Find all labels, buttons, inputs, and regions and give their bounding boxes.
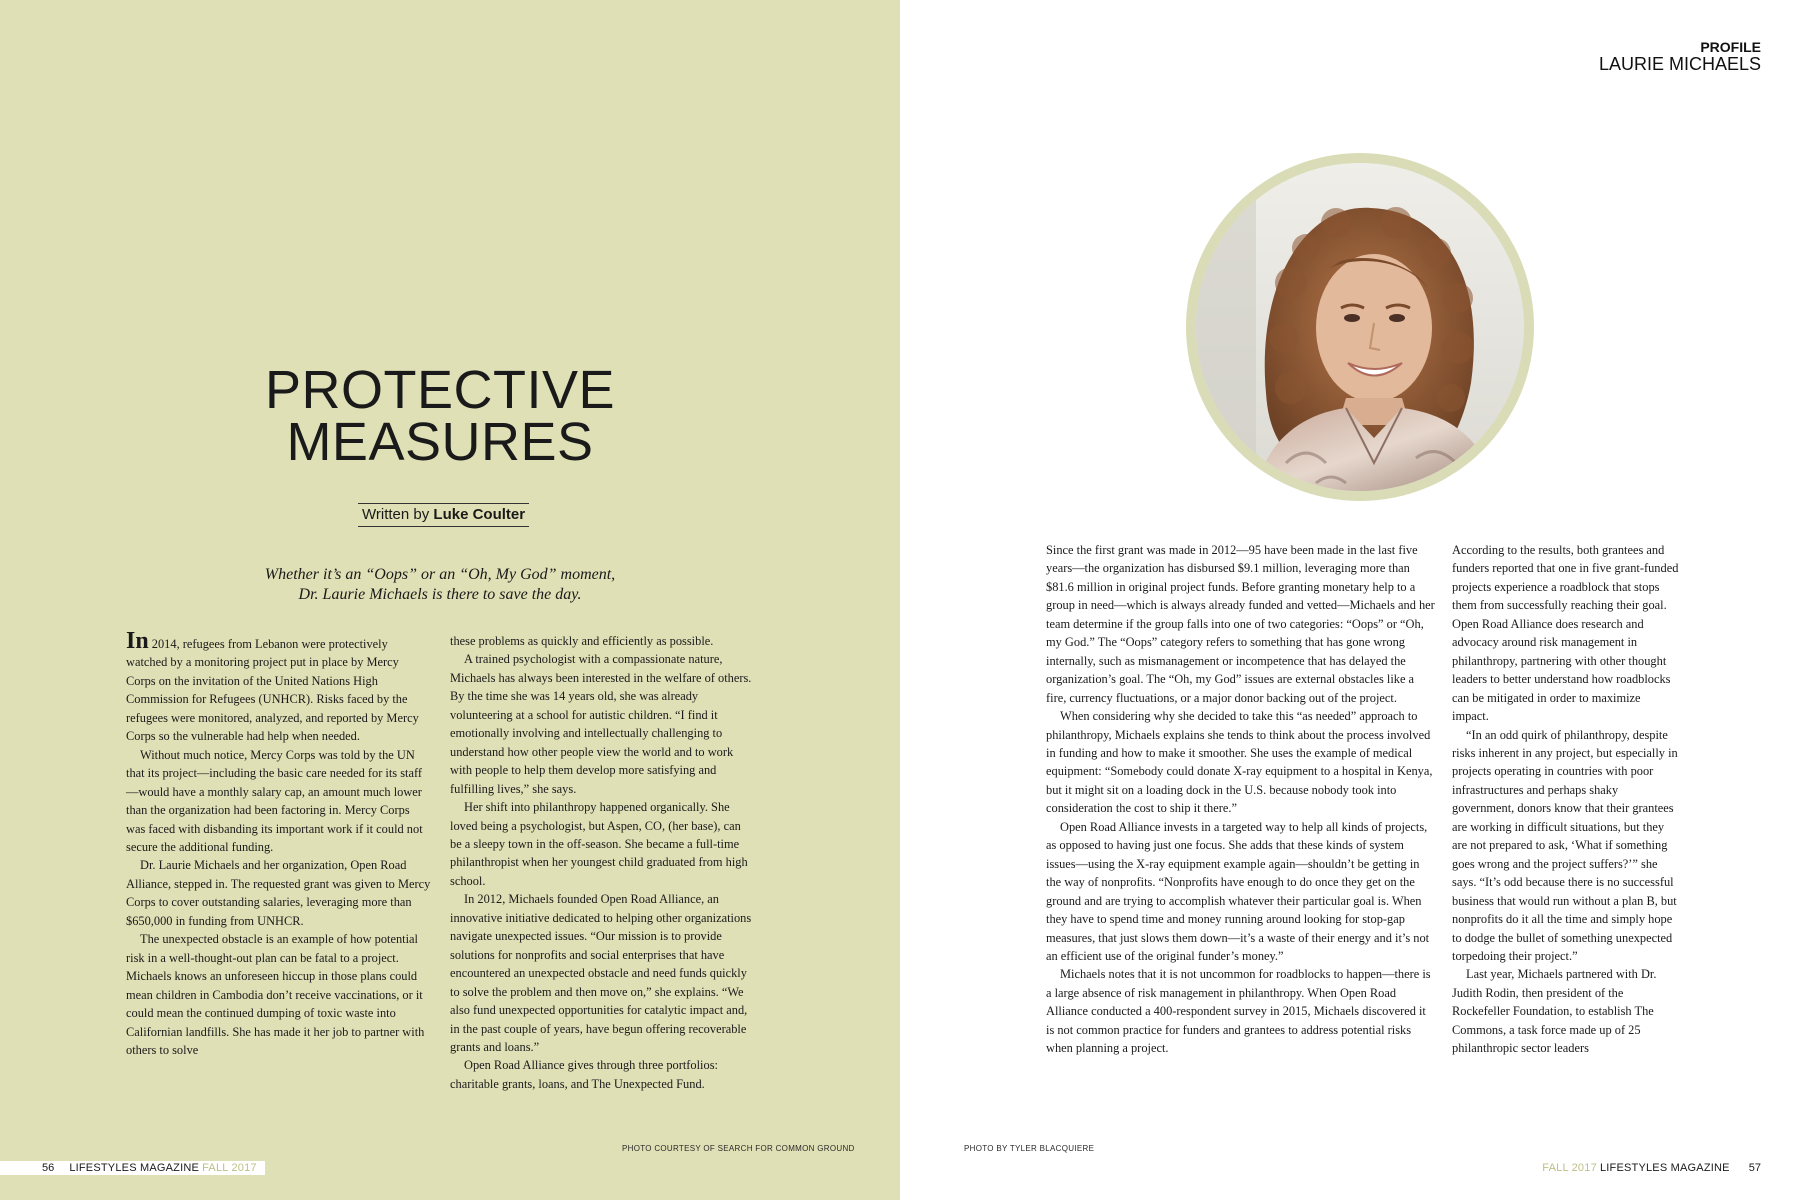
paragraph: Dr. Laurie Michaels and her organization, Open Road Alliance, stepped in. The requested grant was given to Mercy Corps to cover outstanding salaries, leveraging more than $650,000 in funding from UNHCR. — [126, 858, 431, 928]
paragraph: these problems as quickly and efficiently as possible. — [450, 634, 714, 648]
byline-prefix: Written by — [362, 506, 430, 523]
body-column-3 — [1046, 541, 1436, 1058]
section-kicker: PROFILE — [1700, 39, 1761, 55]
paragraph: The unexpected obstacle is an example of how potential risk in a well-thought-out plan can be fatal to a project. Michaels knows an unforeseen hiccup in those plans could mean children in Cambodia don’t receive vaccinations, or it could mean the continued dumping of toxic waste into Californian landfills. She has made it her job to partner with others to solve — [126, 932, 425, 1057]
page-number: 56 — [42, 1162, 55, 1174]
paragraph: Since the first grant was made in 2012—95 have been made in the last five years—the organization has disbursed $9.1 million, leveraging more than $81.6 million in original project funds. Before granting monetary help to a group in need—which is always already funded and vetted—Michaels and her team determine if the group falls into one of two categories: “Oops” or “Oh, my God.” The “Oops” category refers to something that has gone wrong internally, such as mismanagement or incompetence that has delayed the organization’s goal. The “Oh, my God” issues are external obstacles like a fire, currency fluctuations, or a major donor backing out of the project. — [1046, 543, 1435, 705]
paragraph: A trained psychologist with a compassionate nature, Michaels has always been interested in the welfare of others. By the time she was 14 years old, she was already volunteering at a school for autistic children. “I find it emotionally involving and intellectually challenging to understand how other people view the world and to work with people to help them develop more satisfying and fulfilling lives,” she says. — [450, 652, 752, 796]
paragraph: According to the results, both grantees and funders reported that one in five grant-funded projects experience a roadblock that stops them from successfully reaching their goal. Open Road Alliance does research and advocacy around risk management in philanthropy, partnering with other thought leaders to better understand how roadblocks can be mitigated in order to maximize impact. — [1452, 543, 1679, 724]
body-column-4 — [1452, 541, 1680, 1058]
magazine-name: LIFESTYLES MAGAZINE — [1599, 1162, 1730, 1174]
page-number: 57 — [1748, 1162, 1761, 1174]
photo-credit-right: PHOTO BY TYLER BLACQUIERE — [964, 1144, 1095, 1153]
footer-right — [1542, 1161, 1761, 1175]
paragraph: In 2012, Michaels founded Open Road Alliance, an innovative initiative dedicated to helping other organizations navigate unexpected issues. “Our mission is to provide solutions for nonprofits and social enterprises that have encountered an unexpected obstacle and need funds quickly to solve the problem and then move on,” she explains. “We also fund unexpected opportunities for catalytic impact and, in the past couple of years, have begun offering recoverable grants and loans.” — [450, 892, 752, 1054]
section-name: LAURIE MICHAELS — [1598, 54, 1761, 74]
portrait-photo — [1186, 153, 1534, 501]
issue-season: FALL 2017 — [1542, 1162, 1597, 1174]
title-line-1: PROTECTIVE — [264, 360, 616, 420]
paragraph: “In an odd quirk of philanthropy, despite risks inherent in any project, but especially in projects operating in countries with poor infrastructures and perhaps shaky government, donors know that their grantees are working in difficult situations, but they are not prepared to ask, ‘What if something goes wrong and the project suffers?’” she says. “It’s odd because there is no successful business that would run without a plan B, but nonprofits do it all the time and simply hope to dodge the bullet of something unexpected torpedoing their project.” — [1452, 727, 1678, 963]
article-title — [180, 360, 700, 472]
paragraph: Michaels notes that it is not uncommon for roadblocks to happen—there is a large absence of risk management in philanthropy. When Open Road Alliance conducted a 400-respondent survey in 2015, Michaels discovered it is not common practice for funders and grantees to address potential risks when planning a project. — [1046, 967, 1431, 1056]
body-column-1 — [126, 628, 431, 1059]
title-line-2: MEASURES — [286, 412, 594, 472]
paragraph: Without much notice, Mercy Corps was told by the UN that its project—including the basic care needed for its staff—would have a monthly salary cap, an amount much lower than the organization had been factoring in. Mercy Corps was faced with disbanding its important work if it could not secure the additional funding. — [126, 747, 423, 854]
paragraph-text: 2014, refugees from Lebanon were protectively watched by a monitoring project put in place by Mercy Corps on the invitation of the United Nations High Commission for Refugees (UNHCR). Risks faced by the refugees were monitored, analyzed, and reported by Mercy Corps so the vulnerable had help when needed. — [126, 637, 419, 744]
dek-line-2: Dr. Laurie Michaels is there to save the day. — [298, 586, 582, 603]
portrait-photo-icon — [1196, 163, 1524, 491]
issue-season: FALL 2017 — [202, 1162, 257, 1174]
paragraph: When considering why she decided to take this “as needed” approach to philanthropy, Michaels explains she tends to think about the process involved in funding and how to make it smoother. She uses the example of medical equipment: “Somebody could donate X-ray equipment to a hospital in Kenya, but it might sit on a loading dock in the U.S. because nobody took into consideration the cost to ship it there.” — [1046, 709, 1433, 816]
section-label — [1599, 40, 1761, 74]
byline — [358, 503, 529, 527]
body-column-2 — [450, 632, 755, 1093]
paragraph: Her shift into philanthropy happened organically. She loved being a psychologist, but Aspen, CO, (her base), can be a sleepy town in the off-season. She became a full-time philanthropist when her youngest child graduated from high school. — [450, 800, 748, 888]
magazine-name: LIFESTYLES MAGAZINE — [69, 1162, 200, 1174]
paragraph — [126, 628, 431, 746]
paragraph: Open Road Alliance gives through three portfolios: charitable grants, loans, and The Unexpected Fund. — [450, 1058, 718, 1091]
photo-credit-left: PHOTO COURTESY OF SEARCH FOR COMMON GROUND — [622, 1144, 855, 1153]
paragraph: Last year, Michaels partnered with Dr. Judith Rodin, then president of the Rockefeller Foundation, to establish The Commons, a task force made up of 25 philanthropic sector leaders — [1452, 967, 1657, 1056]
paragraph: Open Road Alliance invests in a targeted way to help all kinds of projects, as opposed to having just one focus. She adds that these kinds of system issues—using the X-ray equipment example again—shouldn’t be getting in the way of nonprofits. “Nonprofits have enough to do once they get on the ground and are trying to accomplish whatever their particular goal is. When they have to spend time and money running around looking for stop-gap measures, that just slows them down—it’s a waste of their energy and it’s not an efficient use of the original funder’s money.” — [1046, 819, 1430, 963]
drop-cap: In — [126, 628, 149, 654]
article-dek — [200, 565, 680, 605]
footer-left — [0, 1161, 265, 1175]
dek-line-1: Whether it’s an “Oops” or an “Oh, My God” moment, — [264, 566, 616, 583]
byline-author: Luke Coulter — [433, 506, 526, 523]
